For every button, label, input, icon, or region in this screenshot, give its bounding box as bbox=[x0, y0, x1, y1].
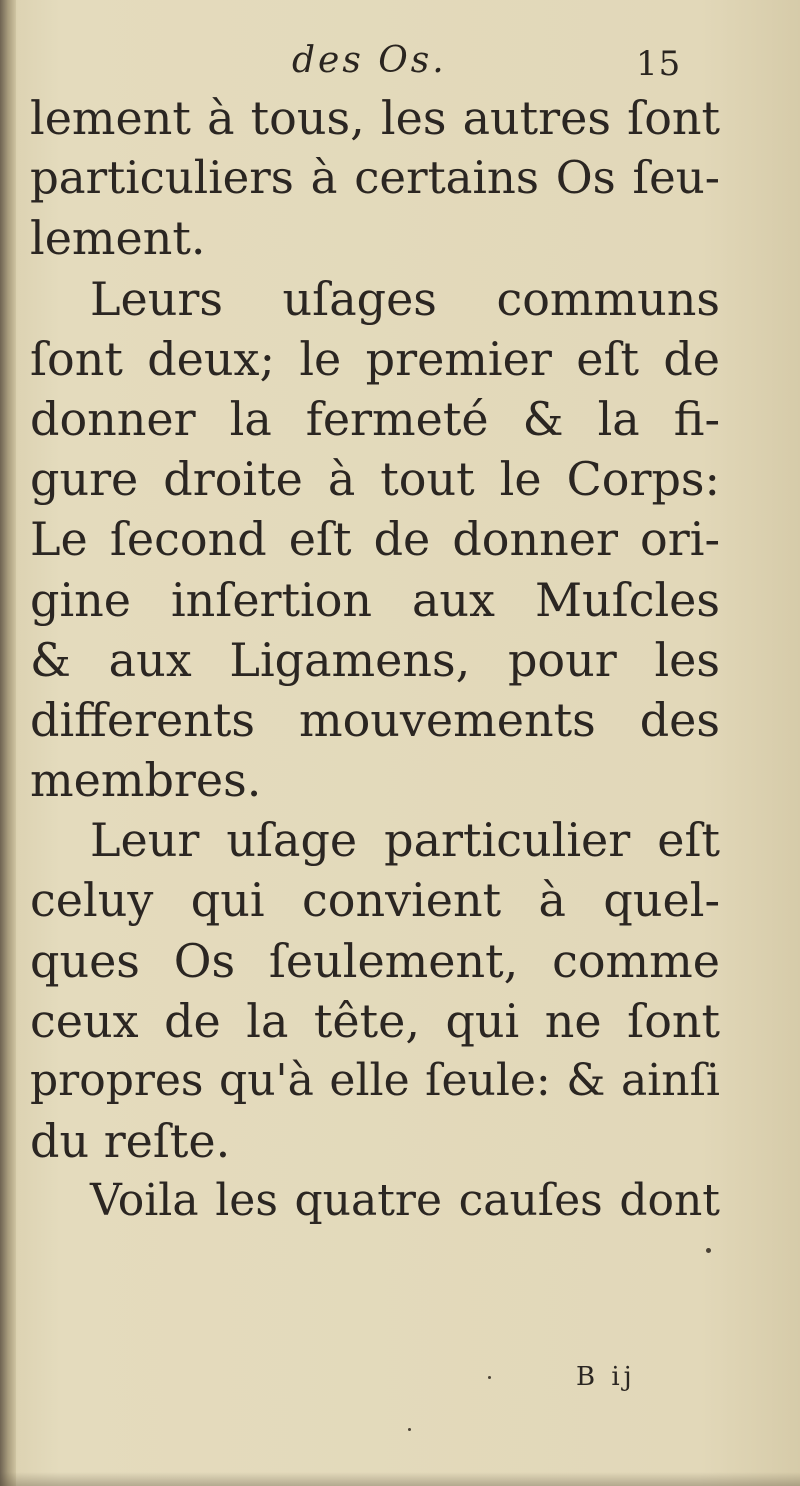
ink-speck bbox=[408, 1428, 411, 1431]
ink-speck bbox=[706, 1248, 711, 1253]
text-line: gure droite à tout le Corps: bbox=[30, 452, 720, 507]
text-line: ques Os ſeulement, comme bbox=[30, 933, 720, 988]
text-line: Voila les quatre cauſes dont bbox=[90, 1175, 720, 1227]
ink-speck bbox=[488, 1376, 491, 1379]
page-number: 15 bbox=[636, 44, 682, 84]
text-line: du reſte. bbox=[30, 1114, 231, 1169]
text-line: particuliers à certains Os ſeu- bbox=[30, 151, 720, 205]
text-line: ceux de la tête, qui ne ſont bbox=[30, 993, 720, 1048]
page-header bbox=[0, 40, 800, 90]
text-line: celuy qui convient à quel- bbox=[30, 873, 720, 928]
text-line: Leur uſage particulier eſt bbox=[90, 813, 720, 868]
running-title: des Os. bbox=[292, 40, 447, 81]
text-line: membres. bbox=[30, 753, 262, 808]
body-text bbox=[30, 88, 720, 1232]
text-line: lement à tous, les autres ſont bbox=[30, 91, 720, 145]
text-line: gine inſertion aux Muſcles bbox=[30, 572, 720, 627]
text-line: ſont deux; le premier eſt de bbox=[30, 331, 720, 386]
text-line: Leurs uſages communs bbox=[90, 271, 720, 326]
text-line: lement. bbox=[30, 211, 206, 266]
page-gutter bbox=[0, 0, 16, 1486]
text-line: differents mouvements des bbox=[30, 692, 720, 747]
page-bottom-edge bbox=[0, 1472, 800, 1486]
text-line: Le ſecond eſt de donner ori- bbox=[30, 512, 720, 567]
text-line: propres qu'à elle ſeule: & ainſi bbox=[30, 1055, 720, 1106]
text-line: & aux Ligamens, pour les bbox=[30, 632, 720, 687]
text-line: donner la fermeté & la fi- bbox=[30, 391, 720, 446]
signature-mark: B ij bbox=[576, 1362, 636, 1392]
